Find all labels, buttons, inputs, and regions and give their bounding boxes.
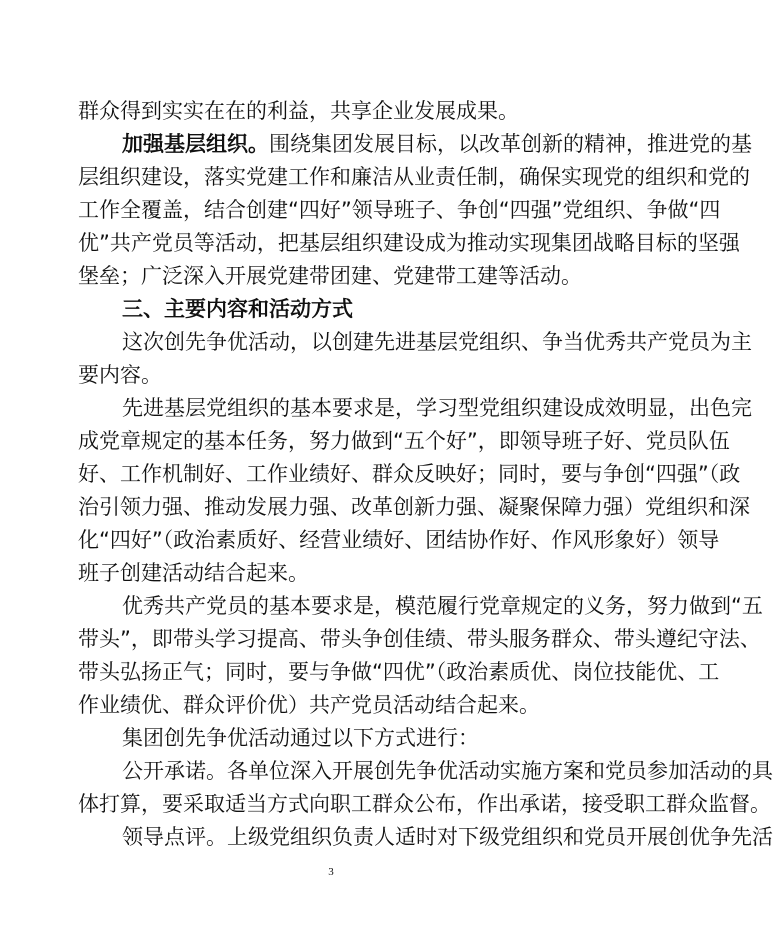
line-text: 带头弘扬正气；同时，要与争做“四优”（政治素质优、岗位技能优、工 — [78, 660, 720, 684]
text-line — [78, 722, 590, 755]
text-line — [78, 524, 720, 557]
line-text: 要内容。 — [78, 363, 162, 387]
bold-heading: 加强基层组织。 — [122, 132, 269, 156]
line-text: 治引领力强、推动发展力强、改革创新力强、凝聚保障力强）党组织和深 — [78, 495, 750, 519]
line-text: 体打算，要采取适当方式向职工群众公布，作出承诺，接受职工群众监督。 — [78, 792, 771, 816]
text-line — [78, 821, 773, 854]
text-line — [78, 227, 740, 260]
line-text: 化“四好”（政治素质好、经营业绩好、团结协作好、作风形象好）领导 — [78, 528, 720, 552]
line-text: 这次创先争优活动，以创建先进基层党组织、争当优秀共产党员为主 — [122, 330, 752, 354]
line-text: 先进基层党组织的基本要求是，学习型党组织建设成效明显，出色完 — [122, 396, 752, 420]
text-line — [78, 95, 590, 128]
line-text: 作业绩优、群众评价优）共产党员活动结合起来。 — [78, 693, 540, 717]
line-text: 堡垒；广泛深入开展党建带团建、党建带工建等活动。 — [78, 264, 582, 288]
text-line — [78, 392, 752, 425]
text-line — [78, 194, 721, 227]
text-line — [78, 755, 773, 788]
text-line — [78, 458, 741, 491]
line-text: 优秀共产党员的基本要求是，模范履行党章规定的义务，努力做到“五 — [122, 594, 763, 618]
line-text: 班子创建活动结合起来。 — [78, 561, 309, 585]
text-line — [78, 689, 590, 722]
text-line — [78, 590, 763, 623]
text-line — [78, 491, 750, 524]
document-body — [78, 95, 773, 854]
page-number: 3 — [328, 866, 334, 878]
text-line — [78, 425, 730, 458]
bold-heading: 三、主要内容和活动方式 — [122, 297, 353, 321]
line-text: 集团创先争优活动通过以下方式进行： — [122, 726, 479, 750]
text-line — [78, 788, 771, 821]
text-line — [78, 161, 750, 194]
text-line — [78, 359, 590, 392]
line-text: 工作全覆盖，结合创建“四好”领导班子、争创“四强”党组织、争做“四 — [78, 198, 721, 222]
text-line — [78, 623, 761, 656]
line-text: 层组织建设，落实党建工作和廉洁从业责任制，确保实现党的组织和党的 — [78, 165, 750, 189]
line-text: 带头”，即带头学习提高、带头争创佳绩、带头服务群众、带头遵纪守法、 — [78, 627, 761, 651]
text-line — [78, 326, 752, 359]
line-text: 围绕集团发展目标，以改革创新的精神，推进党的基 — [269, 132, 752, 156]
text-line — [78, 260, 590, 293]
line-text: 公开承诺。各单位深入开展创先争优活动实施方案和党员参加活动的具 — [122, 759, 773, 783]
line-text: 优”共产党员等活动，把基层组织建设成为推动实现集团战略目标的坚强 — [78, 231, 740, 255]
line-text: 群众得到实实在在的利益，共享企业发展成果。 — [78, 99, 519, 123]
text-line — [78, 557, 590, 590]
line-text: 领导点评。上级党组织负责人适时对下级党组织和党员开展创优争先活 — [122, 825, 773, 849]
text-line — [78, 293, 590, 326]
line-text: 好、工作机制好、工作业绩好、群众反映好；同时，要与争创“四强”（政 — [78, 462, 741, 486]
line-text: 成党章规定的基本任务，努力做到“五个好”，即领导班子好、党员队伍 — [78, 429, 730, 453]
text-line — [78, 656, 720, 689]
text-line — [78, 128, 752, 161]
